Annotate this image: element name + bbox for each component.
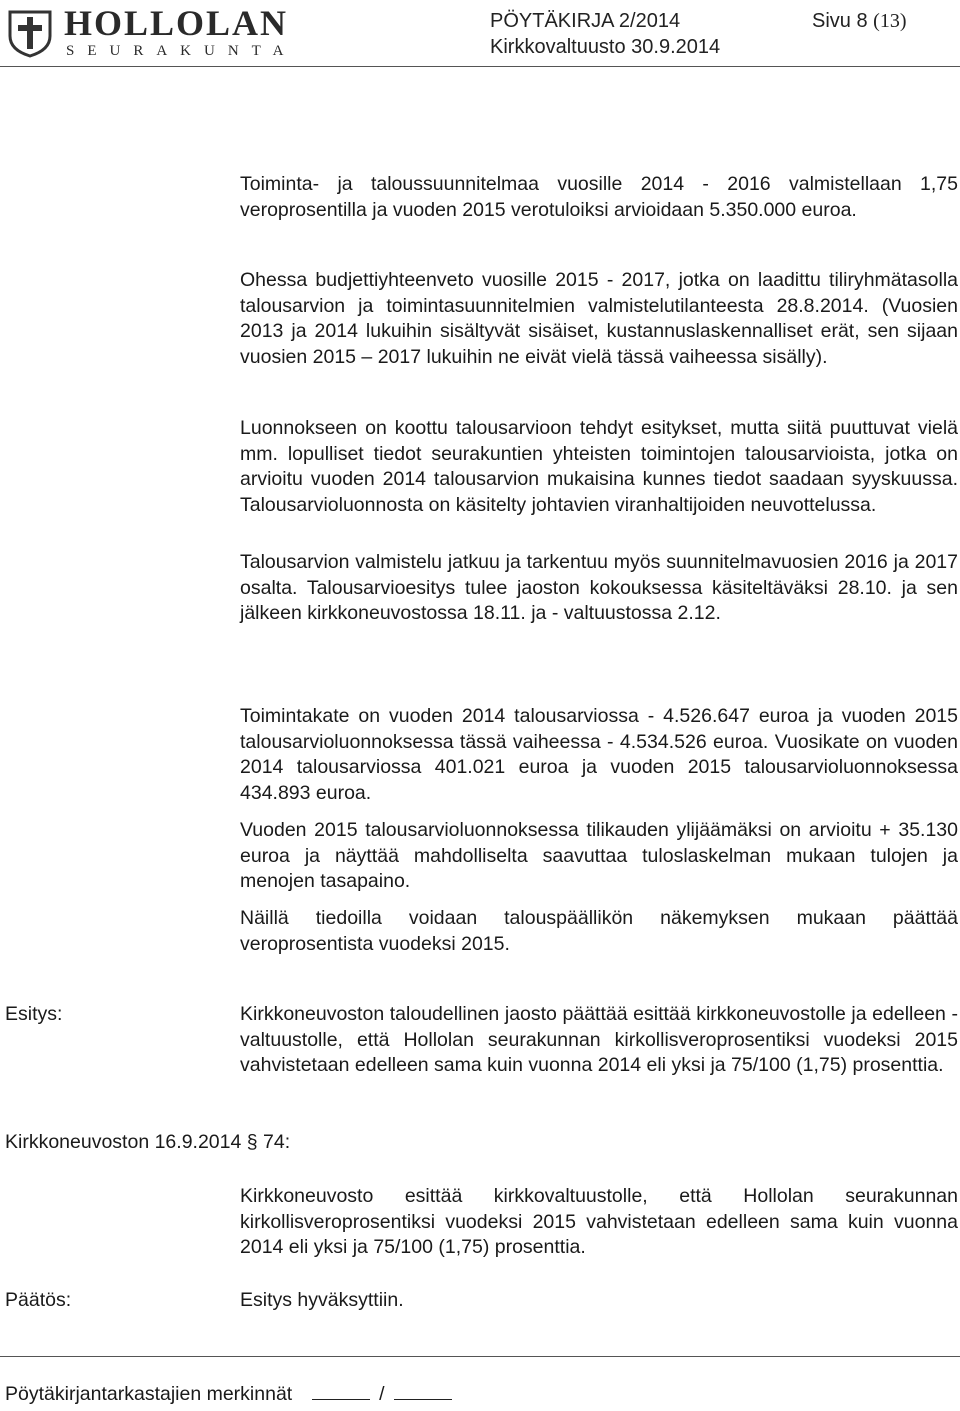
page-total: (13) <box>873 10 907 32</box>
decision-label: Päätös: <box>5 1289 72 1311</box>
proposal-text: Kirkkoneuvoston taloudellinen jaosto päättää esittää kirkkoneuvostolle ja edelleen -valtuustolle, että Hollolan seurakunnan kirkollisveroprosentiksi vuodeksi 2015 vahvistetaan edelleen sama kuin vuonna 2014 eli yksi ja 75/100 (1,75) prosenttia. <box>240 1003 958 1076</box>
paragraph-budget-summary: Ohessa budjettiyhteenveto vuosille 2015 - 2017, jotka on laadittu tiliryhmätasolla talousarvion ja toimintasuunnitelmien valmistelutilanteesta 28.8.2014. (Vuosien 2013 ja 2014 lukuihin sisältyvät sisäiset, kustannuslaskennalliset erät, sen sijaan vuosien 2015 – 2017 lukuihin ne eivät vielä tässä vaiheessa sisälly). <box>240 269 958 368</box>
paragraph-tax-rate: Toiminta- ja taloussuunnitelmaa vuosille 2014 - 2016 valmistellaan 1,75 veroprosentilla ja vuoden 2015 verotuloiksi arvioidaan 5.350.000 euroa. <box>240 173 958 221</box>
paragraph-draft-budget: Luonnokseen on koottu talousarvioon tehdyt esitykset, mutta siitä puuttuvat vielä mm. lopulliset tiedot seurakuntien yhteisten toimintojen talousarvioista, jotka on arvioitu vuoden 2014 talousarvion mukaisina kunnes tiedot saadaan syyskuussa. Talousarvioluonnosta on käsitelty johtavien viranhaltijoiden neuvottelussa. <box>240 417 958 516</box>
council-proposal-text: Kirkkoneuvosto esittää kirkkovaltuustolle, että Hollolan seurakunnan kirkollisveroprosentiksi vuodeksi 2015 vahvistetaan edelleen sama kuin vuonna 2014 eli yksi ja 75/100 (1,75) prosenttia. <box>240 1185 958 1258</box>
parish-logo <box>2 2 297 62</box>
council-meeting-date: Kirkkoneuvoston 16.9.2014 <box>5 1131 242 1153</box>
proposal-label: Esitys: <box>5 1003 63 1025</box>
initials-line-1 <box>312 1383 370 1400</box>
page-label: Sivu 8 <box>812 10 868 32</box>
meeting-subtitle: Kirkkovaltuusto 30.9.2014 <box>490 36 721 58</box>
council-section-number: 74: <box>263 1131 291 1153</box>
council-meeting-label <box>5 1130 290 1156</box>
footer-divider <box>0 1356 960 1357</box>
footer-signatures <box>5 1383 452 1406</box>
initials-line-2 <box>394 1383 452 1400</box>
decision-text: Esitys hyväksyttiin. <box>240 1289 404 1311</box>
logo-name: HOLLOLAN <box>64 3 289 43</box>
cross-emblem-icon <box>8 6 52 58</box>
paragraph-surplus: Vuoden 2015 talousarvioluonnoksessa tilikauden ylijäämäksi on arvioitu + 35.130 euroa ja näyttää mahdolliselta saavuttaa tuloslaskelman mukaan tulojen ja menojen tasapaino. <box>240 819 958 892</box>
paragraph-conclusion: Näillä tiedoilla voidaan talouspäällikön näkemyksen mukaan päättää veroprosentista vuodeksi 2015. <box>240 907 958 955</box>
document-title: PÖYTÄKIRJA 2/2014 <box>490 10 681 32</box>
header-divider <box>0 66 960 67</box>
page-number <box>812 10 906 33</box>
footer-slash: / <box>379 1383 385 1405</box>
footer-label: Pöytäkirjantarkastajien merkinnät <box>5 1383 293 1405</box>
section-mark-icon: § <box>246 1131 258 1153</box>
logo-subtitle: SEURAKUNTA <box>66 43 297 59</box>
paragraph-budget-schedule: Talousarvion valmistelu jatkuu ja tarkentuu myös suunnitelmavuosien 2016 ja 2017 osalta. Talousarvioesitys tulee jaoston kokouksessa käsiteltäväksi 28.10. ja sen jälkeen kirkkoneuvostossa 18.11. ja - valtuustossa 2.12. <box>240 551 958 624</box>
paragraph-operating-margin: Toimintakate on vuoden 2014 talousarviossa - 4.526.647 euroa ja vuoden 2015 talousarvioluonnoksessa tässä vaiheessa - 4.534.526 euroa. Vuosikate on vuoden 2014 talousarviossa 401.021 euroa ja vuoden 2015 talousarvioluonnoksessa 434.893 euroa. <box>240 705 958 804</box>
